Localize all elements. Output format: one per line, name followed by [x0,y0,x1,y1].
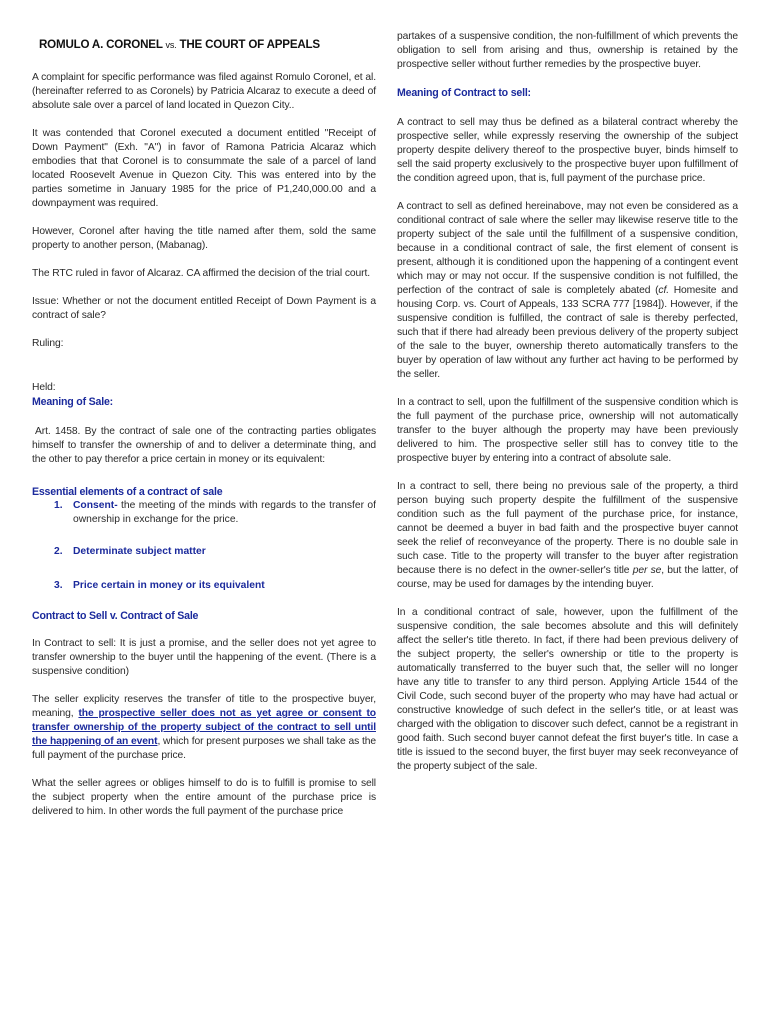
paragraph-rtc-ruling: The RTC ruled in favor of Alcaraz. CA affirmed the decision of the trial court. [32,268,370,279]
paragraph-seller-reserves-b: , which for present purposes we shall take as the full payment of the purchase price. [32,736,376,761]
paragraph-definition: A contract to sell may thus be defined as a bilateral contract whereby the prospective seller, while expressly reserving the ownership of the subject property despite delivery thereof to the prospective buyer, binds himself to sell the said property exclusively to the prospective buyer upon fulfillment of the condition agreed upon, that is, full payment of the purchase price. [397,117,738,184]
right-column [397,30,738,774]
left-column [32,30,376,819]
paragraph-seller-reserves [32,693,376,763]
paragraph-third-person [397,480,738,592]
list-item-text: the meeting of the minds with regards to the transfer of ownership in exchange for the price. [73,500,376,525]
heading-meaning-of-sale: Meaning of Sale: [32,396,113,408]
list-item-term: Determinate subject matter [73,546,206,557]
paragraph-third-b: , but the latter, of course, may be used for damages by the intending buyer. [397,565,738,590]
case-title [39,38,376,51]
cf-italic: cf. [658,285,669,296]
heading-meaning-of-contract-to-sell: Meaning of Contract to sell: [397,87,531,99]
paragraph-seller-reserves-a: The seller explicity reserves the transfer of title to the prospective buyer, meaning, [32,694,376,719]
case-title-respondent: THE COURT OF APPEALS [179,38,320,51]
paragraph-art-1458: Art. 1458. By the contract of sale one of the contracting parties obligates himself to transfer the ownership of and to deliver a determinate thing, and the other to pay therefor a price certain in money or its equivalent: [32,426,376,465]
per-se-italic: per se [632,565,662,576]
paragraph-complaint: A complaint for specific performance was filed against Romulo Coronel, et al. (hereinafter referred to as Coronels) by Patricia Alcaraz to execute a deed of absolute sale over a parcel of land located in Quezon City.. [32,72,376,111]
case-title-vs: vs. [165,40,177,50]
paragraph-seller-obliges: What the seller agrees or obliges himself to do is to fulfill is promise to sell the subject property when the entire amount of the purchase price is delivered to him. In other words the full payment of the purchase price [32,778,376,817]
case-title-petitioner: ROMULO A. CORONEL [39,38,163,51]
list-item [32,579,376,593]
paragraph-conditional-b: Homesite and housing Corp. vs. Court of Appeals, 133 SCRA 777 [1984]). However, if the suspensive condition is fulfilled, the contract of sale is thereby perfected, such that if there had already been previous delivery of the property subject of the sale to the buyer, ownership thereto automatically transfers to the buyer by operation of law without any further act having to be performed by the seller. [397,285,738,380]
paragraph-issue: Issue: Whether or not the document entitled Receipt of Down Payment is a contract of sale? [32,296,376,321]
list-item-number: 1. [54,500,63,511]
paragraph-conditional-contract [397,200,738,382]
paragraph-conditional-sale: In a conditional contract of sale, however, upon the fulfillment of the suspensive condition, the sale becomes absolute and this will definitely affect the seller's title thereto. In fact, if there had been previous delivery of the subject property, the seller's ownership or title to the property is automatically transferred to the buyer such that, the seller will no longer have any title to transfer to any third person. Applying Article 1544 of the Civil Code, such second buyer of the property who may have had actual or constructive knowledge of such defect in the seller's title, or at least was charged with the obligation to discover such defect, cannot be a registrant in good faith. Such second buyer cannot defeat the first buyer's title. In case a title is issued to the second buyer, the first buyer may seek reconveyance of the property subject of the sale. [397,607,738,772]
list-item-term: Consent- [73,500,118,511]
paragraph-contention: It was contended that Coronel executed a document entitled "Receipt of Down Payment" (Exh. "A") in favor of Ramona Patricia Alcaraz which embodies that that Coronel is to consummate the sale of a parcel of land located Roosevelt Avenue in Quezon City. This was entered into by the parties sometime in January 1985 for the price of P1,240,000.00 and a downpayment was required. [32,128,376,209]
paragraph-conditional-a: A contract to sell as defined hereinabove, may not even be considered as a conditional contract of sale where the seller may likewise reserve title to the property subject of the sale until the fulfillment of a suspensive condition, because in a conditional contract of sale, the first element of consent is present, although it is conditioned upon the happening of a contingent event which may or may not occur. If the suspensive condition is not fulfilled, the perfection of the contract of sale is completely abated ( [397,201,738,296]
heading-contract-to-sell-vs-sale: Contract to Sell v. Contract of Sale [32,610,199,622]
paragraph-fulfillment: In a contract to sell, upon the fulfillment of the suspensive condition which is the full payment of the purchase price, ownership will not automatically transfer to the buyer although the property may have been previously delivered to him. The prospective seller still has to convey title to the prospective buyer by entering into a contract of absolute sale. [397,397,738,464]
list-item [32,499,376,527]
held-label: Held: [32,382,56,393]
underlined-emphasis: the prospective seller does not as yet agree or consent to transfer ownership of the property subject of the contract to sell until the happening of an event [32,708,376,747]
paragraph-contract-to-sell: In Contract to sell: It is just a promise, and the seller does not yet agree to transfer ownership to the buyer until the happening of the event. (There is a suspensive condition) [32,638,376,677]
list-item-number: 2. [54,546,63,557]
paragraph-resale: However, Coronel after having the title named after them, sold the same property to another person, (Mabanag). [32,226,376,251]
paragraph-third-a: In a contract to sell, there being no previous sale of the property, a third person buying such property despite the fulfillment of the suspensive condition such as the full payment of the purchase price, for instance, cannot be deemed a buyer in bad faith and the prospective buyer cannot seek the relief of reconveyance of the property. There is no double sale in such case. Title to the property will transfer to the buyer after registration because there is no defect in the owner-seller's title [397,481,738,576]
list-item [32,545,376,559]
ruling-label: Ruling: [32,338,64,349]
essential-elements-list [32,499,376,593]
list-item-term: Price certain in money or its equivalent [73,580,265,591]
list-item-number: 3. [54,580,63,591]
paragraph-suspensive-continuation: partakes of a suspensive condition, the non-fulfillment of which prevents the obligation to sell from arising and thus, ownership is retained by the prospective seller without further remedies by the prospective buyer. [397,31,738,70]
heading-essential-elements: Essential elements of a contract of sale [32,486,223,498]
